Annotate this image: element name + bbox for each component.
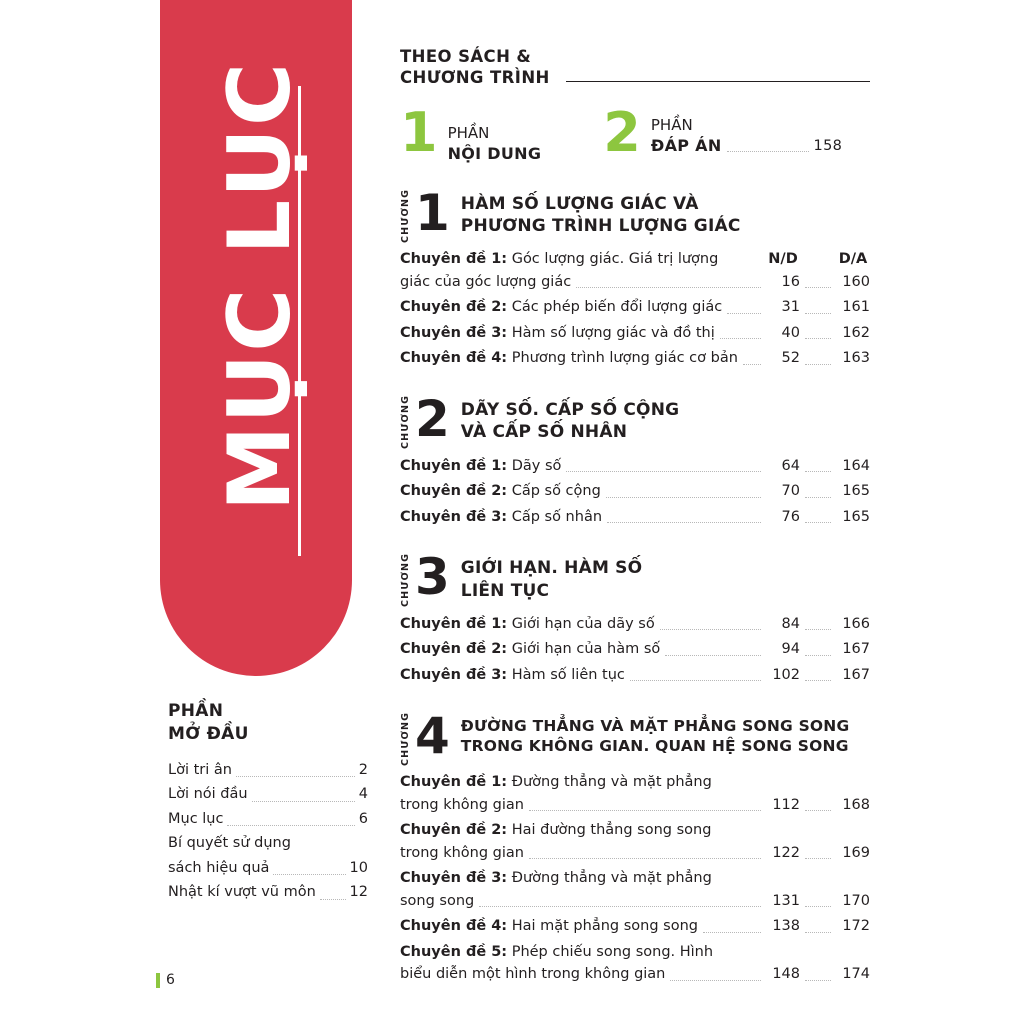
entry-text: Các phép biến đổi lượng giác	[511, 299, 723, 316]
col-header-nd: N/D	[768, 251, 798, 268]
leader-dots	[805, 338, 831, 339]
entry-nd: 122	[772, 844, 800, 861]
leader-dots	[566, 471, 761, 472]
leader-dots	[805, 313, 831, 314]
entry-text-cont: giác của góc lượng giác	[400, 273, 572, 290]
entry-text: Giới hạn của hàm số	[511, 641, 661, 658]
chapter-2-title-line2: VÀ CẤP SỐ NHÂN	[460, 422, 628, 443]
toc-entry[interactable]	[400, 939, 870, 987]
entry-text-cont: biểu diễn một hình trong không gian	[400, 966, 666, 983]
intro-heading	[168, 700, 368, 746]
list-item[interactable]	[168, 758, 368, 782]
leader-dots	[576, 287, 761, 288]
toc-entry[interactable]	[400, 914, 870, 939]
leader-dots	[805, 629, 831, 630]
chapter-label: CHƯƠNG	[400, 188, 411, 243]
chapter-3-number: 3	[415, 548, 449, 607]
entry-label: Chuyên đề 4:	[400, 918, 508, 935]
chapter-4-heading[interactable]	[400, 706, 870, 768]
chapter-2-entries	[400, 453, 870, 529]
entry-label: Chuyên đề 3:	[400, 666, 508, 683]
leader-dots	[805, 810, 831, 811]
entry-text: Cấp số nhân	[511, 508, 603, 525]
toc-entry[interactable]	[400, 295, 870, 320]
leader-dots	[727, 313, 761, 314]
red-banner	[160, 0, 352, 676]
leader-dots	[529, 858, 761, 859]
leader-dots	[805, 471, 831, 472]
toc-header-line2: CHƯƠNG TRÌNH	[400, 68, 550, 88]
list-item[interactable]	[168, 782, 368, 806]
entry-label: Chuyên đề 1:	[400, 457, 508, 474]
entry-text: Giới hạn của dãy số	[511, 615, 655, 632]
toc-entry[interactable]	[400, 247, 870, 295]
entry-text: Hàm số lượng giác và đồ thị	[511, 324, 715, 341]
leader-dots	[227, 825, 354, 826]
leader-dots	[273, 874, 345, 875]
leader-dots	[805, 287, 831, 288]
entry-label: Chuyên đề 1:	[400, 251, 508, 268]
list-item-page: 2	[358, 761, 368, 778]
entry-nd: 16	[781, 273, 800, 290]
part-2-page: 158	[813, 138, 843, 155]
entry-nd: 84	[781, 615, 800, 632]
entry-text: Đường thẳng và mặt phẳng	[511, 774, 712, 791]
entry-text-cont: song song	[400, 892, 475, 909]
leader-dots	[660, 629, 761, 630]
leader-dots	[743, 364, 761, 365]
toc-entry[interactable]	[400, 504, 870, 529]
entry-label: Chuyên đề 3:	[400, 870, 508, 887]
leader-dots	[630, 680, 761, 681]
entry-da: 170	[842, 892, 870, 909]
chapter-3-heading[interactable]	[400, 548, 870, 609]
part-1-title: NỘI DUNG	[447, 144, 542, 164]
entry-label: Chuyên đề 2:	[400, 483, 508, 500]
entry-nd: 148	[772, 966, 800, 983]
list-item[interactable]	[168, 807, 368, 831]
entry-text-cont: trong không gian	[400, 796, 524, 813]
entry-text: Phương trình lượng giác cơ bản	[511, 350, 738, 367]
toc-entry[interactable]	[400, 320, 870, 345]
chapter-4-entries	[400, 770, 870, 987]
entry-text: Hai đường thẳng song song	[511, 822, 712, 839]
entry-nd: 64	[781, 457, 800, 474]
chapter-1-heading[interactable]	[400, 183, 870, 245]
list-item[interactable]	[168, 831, 368, 855]
leader-dots	[607, 522, 761, 523]
list-item-label: Lời tri ân	[168, 761, 232, 778]
toc-entry[interactable]	[400, 770, 870, 818]
entry-da: 164	[842, 457, 870, 474]
list-item-page: 10	[349, 859, 368, 876]
leader-dots	[805, 858, 831, 859]
chapter-1-title-line1: HÀM SỐ LƯỢNG GIÁC VÀ	[460, 193, 699, 214]
leader-dots	[703, 932, 761, 933]
toc-entry[interactable]	[400, 453, 870, 478]
chapter-1-title-line2: PHƯƠNG TRÌNH LƯỢNG GIÁC	[460, 215, 741, 236]
part-2[interactable]	[603, 100, 843, 164]
entry-nd: 40	[781, 324, 800, 341]
list-item-page: 12	[349, 884, 368, 901]
entry-text: Đường thẳng và mặt phẳng	[511, 870, 712, 887]
entry-text: Hàm số liên tục	[511, 666, 625, 683]
part-2-title: ĐÁP ÁN	[650, 136, 722, 156]
part-1-label: PHẦN	[447, 123, 490, 142]
leader-dots	[805, 680, 831, 681]
leader-dots	[720, 338, 761, 339]
list-item-label: Bí quyết sử dụng	[168, 835, 291, 852]
entry-nd: 102	[772, 666, 800, 683]
chapter-2-title-line1: DÃY SỐ. CẤP SỐ CỘNG	[460, 400, 680, 421]
entry-da: 172	[842, 918, 870, 935]
entry-nd: 31	[781, 299, 800, 316]
entry-nd: 112	[772, 796, 800, 813]
entry-da: 161	[842, 299, 870, 316]
chapter-4-number: 4	[415, 706, 449, 765]
entry-nd: 94	[781, 641, 800, 658]
leader-dots	[805, 932, 831, 933]
entry-label: Chuyên đề 3:	[400, 508, 508, 525]
leader-dots	[805, 655, 831, 656]
entry-da: 163	[842, 350, 870, 367]
page-footer	[156, 972, 175, 988]
leader-dots	[665, 655, 761, 656]
toc-entry[interactable]	[400, 662, 870, 687]
list-item-label: Lời nói đầu	[168, 786, 248, 803]
leader-dots	[805, 497, 831, 498]
entry-nd: 138	[772, 918, 800, 935]
leader-dots	[805, 364, 831, 365]
list-item-page: 6	[358, 810, 368, 827]
entry-text: Dãy số	[511, 457, 562, 474]
entry-da: 165	[842, 483, 870, 500]
header-rule	[566, 81, 870, 82]
entry-text: Phép chiếu song song. Hình	[511, 943, 714, 960]
entry-label: Chuyên đề 2:	[400, 822, 508, 839]
part-1-number: 1	[400, 100, 438, 164]
toc-header-title	[400, 46, 550, 89]
leader-dots	[479, 906, 761, 907]
part-1[interactable]	[400, 100, 542, 165]
entry-da: 160	[842, 273, 870, 290]
entry-nd: 76	[781, 508, 800, 525]
chapter-4-title-line1: ĐƯỜNG THẲNG VÀ MẶT PHẲNG SONG SONG	[460, 716, 850, 735]
chapter-2-number: 2	[415, 390, 449, 449]
leader-dots	[805, 522, 831, 523]
toc-entry[interactable]	[400, 818, 870, 866]
entry-nd: 52	[781, 350, 800, 367]
entry-text: Cấp số cộng	[511, 483, 601, 500]
chapter-1	[400, 183, 870, 371]
entry-label: Chuyên đề 5:	[400, 943, 508, 960]
entry-da: 162	[842, 324, 870, 341]
intro-heading-line2: MỞ ĐẦU	[168, 723, 249, 744]
list-item[interactable]	[168, 856, 368, 880]
chapter-2-heading[interactable]	[400, 390, 870, 451]
leader-dots	[320, 899, 346, 900]
intro-list	[168, 758, 368, 905]
chapter-1-number: 1	[415, 183, 449, 242]
entry-label: Chuyên đề 4:	[400, 350, 508, 367]
entry-label: Chuyên đề 3:	[400, 324, 508, 341]
footer-page-number: 6	[166, 972, 175, 988]
entry-da: 167	[842, 641, 870, 658]
entry-text-cont: trong không gian	[400, 844, 524, 861]
chapter-2	[400, 390, 870, 529]
chapter-4	[400, 706, 870, 987]
entry-text: Hai mặt phẳng song song	[511, 918, 698, 935]
chapter-label: CHƯƠNG	[400, 553, 411, 608]
entry-nd: 70	[781, 483, 800, 500]
intro-heading-line1: PHẦN	[168, 701, 224, 721]
leader-dots	[606, 497, 761, 498]
chapter-3	[400, 548, 870, 687]
part-2-number: 2	[603, 100, 641, 164]
entry-da: 168	[842, 796, 870, 813]
chapter-label: CHƯƠNG	[400, 394, 411, 450]
page-title: MỤC LỤC	[210, 60, 310, 512]
intro-section	[168, 700, 368, 905]
footer-tick-icon	[156, 973, 160, 988]
toc-entry[interactable]	[400, 637, 870, 662]
leader-dots	[805, 980, 831, 981]
toc-entry[interactable]	[400, 866, 870, 914]
entry-da: 167	[842, 666, 870, 683]
entry-label: Chuyên đề 2:	[400, 641, 508, 658]
entry-text: Góc lượng giác. Giá trị lượng	[511, 251, 719, 268]
leader-dots	[670, 980, 761, 981]
chapter-1-entries	[400, 247, 870, 371]
entry-da: 166	[842, 615, 870, 632]
chapter-3-title-line1: GIỚI HẠN. HÀM SỐ	[460, 558, 643, 579]
toc-header	[400, 46, 870, 89]
chapter-3-entries	[400, 611, 870, 687]
entry-da: 174	[842, 966, 870, 983]
leader-dots	[252, 801, 355, 802]
leader-dots	[727, 151, 809, 152]
entry-da: 165	[842, 508, 870, 525]
leader-dots	[529, 810, 761, 811]
toc-entry[interactable]	[400, 611, 870, 636]
entry-nd: 131	[772, 892, 800, 909]
leader-dots	[805, 906, 831, 907]
entry-label: Chuyên đề 1:	[400, 774, 508, 791]
chapter-label: CHƯƠNG	[400, 711, 411, 766]
toc-entry[interactable]	[400, 346, 870, 371]
toc-column	[400, 46, 870, 987]
toc-entry[interactable]	[400, 479, 870, 504]
col-header-da: D/A	[838, 251, 868, 268]
parts-row	[400, 100, 870, 165]
list-item-page: 4	[358, 786, 368, 803]
toc-header-line1: THEO SÁCH &	[400, 47, 532, 66]
chapter-4-title-line2: TRONG KHÔNG GIAN. QUAN HỆ SONG SONG	[460, 737, 849, 756]
list-item-label: sách hiệu quả	[168, 859, 270, 876]
list-item[interactable]	[168, 880, 368, 904]
entry-label: Chuyên đề 2:	[400, 299, 508, 316]
list-item-label: Nhật kí vượt vũ môn	[168, 884, 316, 901]
part-2-label: PHẦN	[650, 115, 693, 134]
entry-label: Chuyên đề 1:	[400, 615, 508, 632]
list-item-label: Mục lục	[168, 810, 224, 827]
leader-dots	[236, 776, 355, 777]
chapter-3-title-line2: LIÊN TỤC	[460, 580, 550, 601]
entry-da: 169	[842, 844, 870, 861]
